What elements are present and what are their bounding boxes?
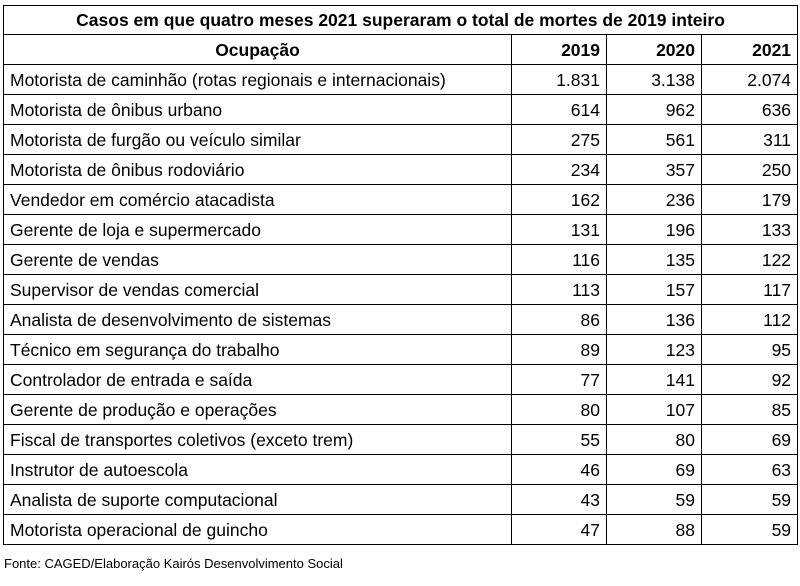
title-row xyxy=(4,6,798,35)
cell-occupation: Controlador de entrada e saída xyxy=(4,365,512,395)
cell-2021: 117 xyxy=(702,275,798,305)
table-row xyxy=(4,245,798,275)
cell-2021: 85 xyxy=(702,395,798,425)
cell-2021: 122 xyxy=(702,245,798,275)
table-row xyxy=(4,335,798,365)
occupation-deaths-table xyxy=(3,5,798,545)
cell-occupation: Motorista de furgão ou veículo similar xyxy=(4,125,512,155)
table-row xyxy=(4,155,798,185)
cell-2020: 88 xyxy=(607,515,702,545)
cell-2021: 311 xyxy=(702,125,798,155)
column-header-2019: 2019 xyxy=(512,35,607,65)
cell-occupation: Fiscal de transportes coletivos (exceto trem) xyxy=(4,425,512,455)
cell-occupation: Motorista de ônibus urbano xyxy=(4,95,512,125)
cell-2019: 80 xyxy=(512,395,607,425)
cell-2020: 196 xyxy=(607,215,702,245)
table-row xyxy=(4,275,798,305)
cell-occupation: Motorista de caminhão (rotas regionais e internacionais) xyxy=(4,65,512,95)
cell-2021: 92 xyxy=(702,365,798,395)
table-row xyxy=(4,305,798,335)
cell-2021: 2.074 xyxy=(702,65,798,95)
cell-occupation: Gerente de loja e supermercado xyxy=(4,215,512,245)
table-row xyxy=(4,365,798,395)
cell-2019: 46 xyxy=(512,455,607,485)
cell-2020: 59 xyxy=(607,485,702,515)
cell-2020: 561 xyxy=(607,125,702,155)
cell-occupation: Motorista operacional de guincho xyxy=(4,515,512,545)
cell-2020: 357 xyxy=(607,155,702,185)
table-row xyxy=(4,185,798,215)
cell-2020: 962 xyxy=(607,95,702,125)
cell-2019: 116 xyxy=(512,245,607,275)
cell-2019: 77 xyxy=(512,365,607,395)
cell-2019: 55 xyxy=(512,425,607,455)
cell-2021: 63 xyxy=(702,455,798,485)
cell-2020: 80 xyxy=(607,425,702,455)
cell-2019: 275 xyxy=(512,125,607,155)
cell-2020: 136 xyxy=(607,305,702,335)
cell-2019: 614 xyxy=(512,95,607,125)
cell-2021: 636 xyxy=(702,95,798,125)
cell-2019: 162 xyxy=(512,185,607,215)
cell-2019: 234 xyxy=(512,155,607,185)
source-note: Fonte: CAGED/Elaboração Kairós Desenvolvimento Social xyxy=(4,556,343,571)
cell-2021: 179 xyxy=(702,185,798,215)
cell-occupation: Analista de desenvolvimento de sistemas xyxy=(4,305,512,335)
cell-2020: 123 xyxy=(607,335,702,365)
cell-2020: 69 xyxy=(607,455,702,485)
cell-2020: 157 xyxy=(607,275,702,305)
table-row xyxy=(4,455,798,485)
cell-2021: 250 xyxy=(702,155,798,185)
header-row xyxy=(4,35,798,65)
cell-occupation: Técnico em segurança do trabalho xyxy=(4,335,512,365)
cell-2021: 95 xyxy=(702,335,798,365)
cell-2021: 59 xyxy=(702,515,798,545)
cell-2021: 59 xyxy=(702,485,798,515)
table-row xyxy=(4,425,798,455)
table-body xyxy=(4,65,798,545)
cell-2019: 86 xyxy=(512,305,607,335)
table-row xyxy=(4,95,798,125)
cell-occupation: Gerente de produção e operações xyxy=(4,395,512,425)
table-row xyxy=(4,215,798,245)
cell-2020: 141 xyxy=(607,365,702,395)
table-row xyxy=(4,65,798,95)
cell-2021: 133 xyxy=(702,215,798,245)
table-row xyxy=(4,125,798,155)
column-header-occupation: Ocupação xyxy=(4,35,512,65)
cell-2021: 112 xyxy=(702,305,798,335)
cell-2019: 113 xyxy=(512,275,607,305)
cell-2020: 236 xyxy=(607,185,702,215)
cell-2019: 47 xyxy=(512,515,607,545)
cell-occupation: Instrutor de autoescola xyxy=(4,455,512,485)
cell-2019: 131 xyxy=(512,215,607,245)
cell-occupation: Gerente de vendas xyxy=(4,245,512,275)
cell-occupation: Motorista de ônibus rodoviário xyxy=(4,155,512,185)
table-row xyxy=(4,395,798,425)
cell-2020: 3.138 xyxy=(607,65,702,95)
cell-occupation: Analista de suporte computacional xyxy=(4,485,512,515)
cell-occupation: Supervisor de vendas comercial xyxy=(4,275,512,305)
cell-occupation: Vendedor em comércio atacadista xyxy=(4,185,512,215)
column-header-2021: 2021 xyxy=(702,35,798,65)
table-title: Casos em que quatro meses 2021 superaram o total de mortes de 2019 inteiro xyxy=(4,6,798,35)
table-row xyxy=(4,515,798,545)
column-header-2020: 2020 xyxy=(607,35,702,65)
cell-2019: 43 xyxy=(512,485,607,515)
cell-2019: 89 xyxy=(512,335,607,365)
cell-2020: 135 xyxy=(607,245,702,275)
cell-2019: 1.831 xyxy=(512,65,607,95)
cell-2020: 107 xyxy=(607,395,702,425)
table-row xyxy=(4,485,798,515)
cell-2021: 69 xyxy=(702,425,798,455)
